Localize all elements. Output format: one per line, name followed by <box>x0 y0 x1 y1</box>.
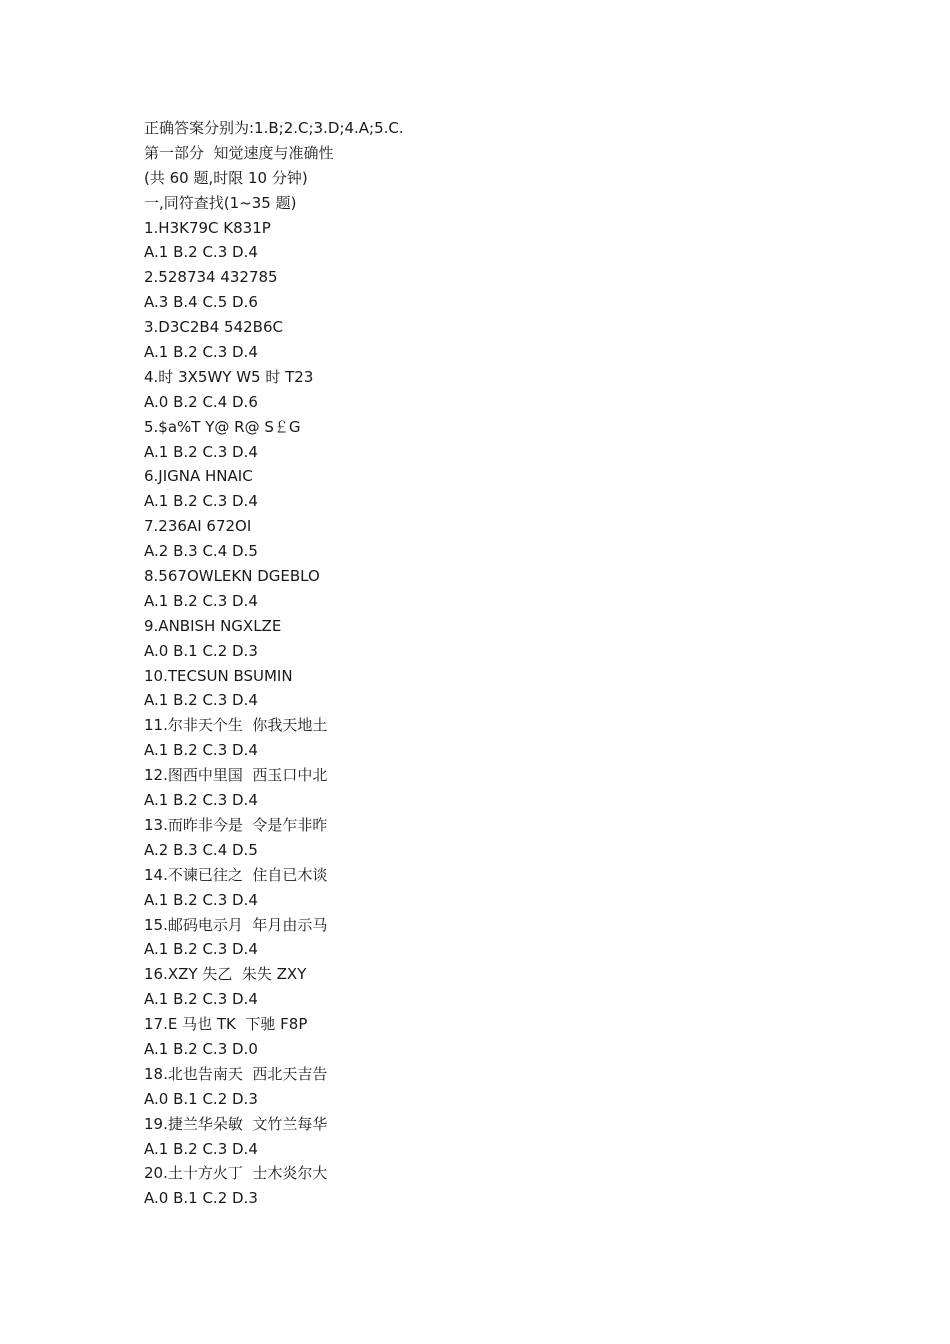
section-title: 第一部分 知觉速度与准确性 <box>144 143 334 162</box>
options-10: A.1 B.2 C.3 D.4 <box>144 691 258 710</box>
question-16: 16.XZY 失乙 朱失 ZXY <box>144 965 307 984</box>
options-7: A.2 B.3 C.4 D.5 <box>144 542 258 561</box>
options-19: A.1 B.2 C.3 D.4 <box>144 1139 258 1158</box>
question-2: 2.528734 432785 <box>144 268 278 287</box>
options-2: A.3 B.4 C.5 D.6 <box>144 293 258 312</box>
options-9: A.0 B.1 C.2 D.3 <box>144 641 258 660</box>
options-4: A.0 B.2 C.4 D.6 <box>144 392 258 411</box>
subsection-title: 一,同符查找(1~35 题) <box>144 193 297 212</box>
options-8: A.1 B.2 C.3 D.4 <box>144 591 258 610</box>
question-11: 11.尔非天个生 你我天地土 <box>144 716 328 735</box>
options-20: A.0 B.1 C.2 D.3 <box>144 1189 258 1208</box>
options-17: A.1 B.2 C.3 D.0 <box>144 1039 258 1058</box>
answer-key-line: 正确答案分别为:1.B;2.C;3.D;4.A;5.C. <box>144 119 404 137</box>
question-10: 10.TECSUN BSUMIN <box>144 666 293 685</box>
question-1: 1.H3K79C K831P <box>144 218 271 237</box>
question-7: 7.236AI 672OI <box>144 517 252 536</box>
options-13: A.2 B.3 C.4 D.5 <box>144 840 258 859</box>
section-info: (共 60 题,时限 10 分钟) <box>144 168 308 187</box>
options-15: A.1 B.2 C.3 D.4 <box>144 940 258 959</box>
document-body <box>144 116 844 1211</box>
question-15: 15.邮码电示月 年月由示马 <box>144 915 328 934</box>
question-17: 17.E 马也 TK 下驰 F8P <box>144 1015 308 1034</box>
options-11: A.1 B.2 C.3 D.4 <box>144 741 258 760</box>
options-14: A.1 B.2 C.3 D.4 <box>144 890 258 909</box>
options-6: A.1 B.2 C.3 D.4 <box>144 492 258 511</box>
question-3: 3.D3C2B4 542B6C <box>144 318 283 337</box>
question-6: 6.JIGNA HNAIC <box>144 467 253 486</box>
question-4: 4.时 3X5WY W5 时 T23 <box>144 367 314 386</box>
question-8: 8.567OWLEKN DGEBLO <box>144 567 320 586</box>
question-9: 9.ANBISH NGXLZE <box>144 616 282 635</box>
options-5: A.1 B.2 C.3 D.4 <box>144 442 258 461</box>
options-16: A.1 B.2 C.3 D.4 <box>144 990 258 1009</box>
question-14: 14.不谏已往之 住自已木谈 <box>144 865 328 884</box>
question-12: 12.图西中里国 西玉口中北 <box>144 766 328 785</box>
question-13: 13.而昨非今是 令是乍非昨 <box>144 815 328 834</box>
options-3: A.1 B.2 C.3 D.4 <box>144 343 258 362</box>
question-19: 19.捷兰华朵敏 文竹兰每华 <box>144 1114 328 1133</box>
options-12: A.1 B.2 C.3 D.4 <box>144 791 258 810</box>
question-20: 20.土十方火丁 士木炎尔大 <box>144 1164 328 1183</box>
options-1: A.1 B.2 C.3 D.4 <box>144 243 258 262</box>
question-18: 18.北也告南天 西北天吉告 <box>144 1064 328 1083</box>
question-5: 5.$a%T Y@ R@ S￡G <box>144 417 301 436</box>
options-18: A.0 B.1 C.2 D.3 <box>144 1089 258 1108</box>
